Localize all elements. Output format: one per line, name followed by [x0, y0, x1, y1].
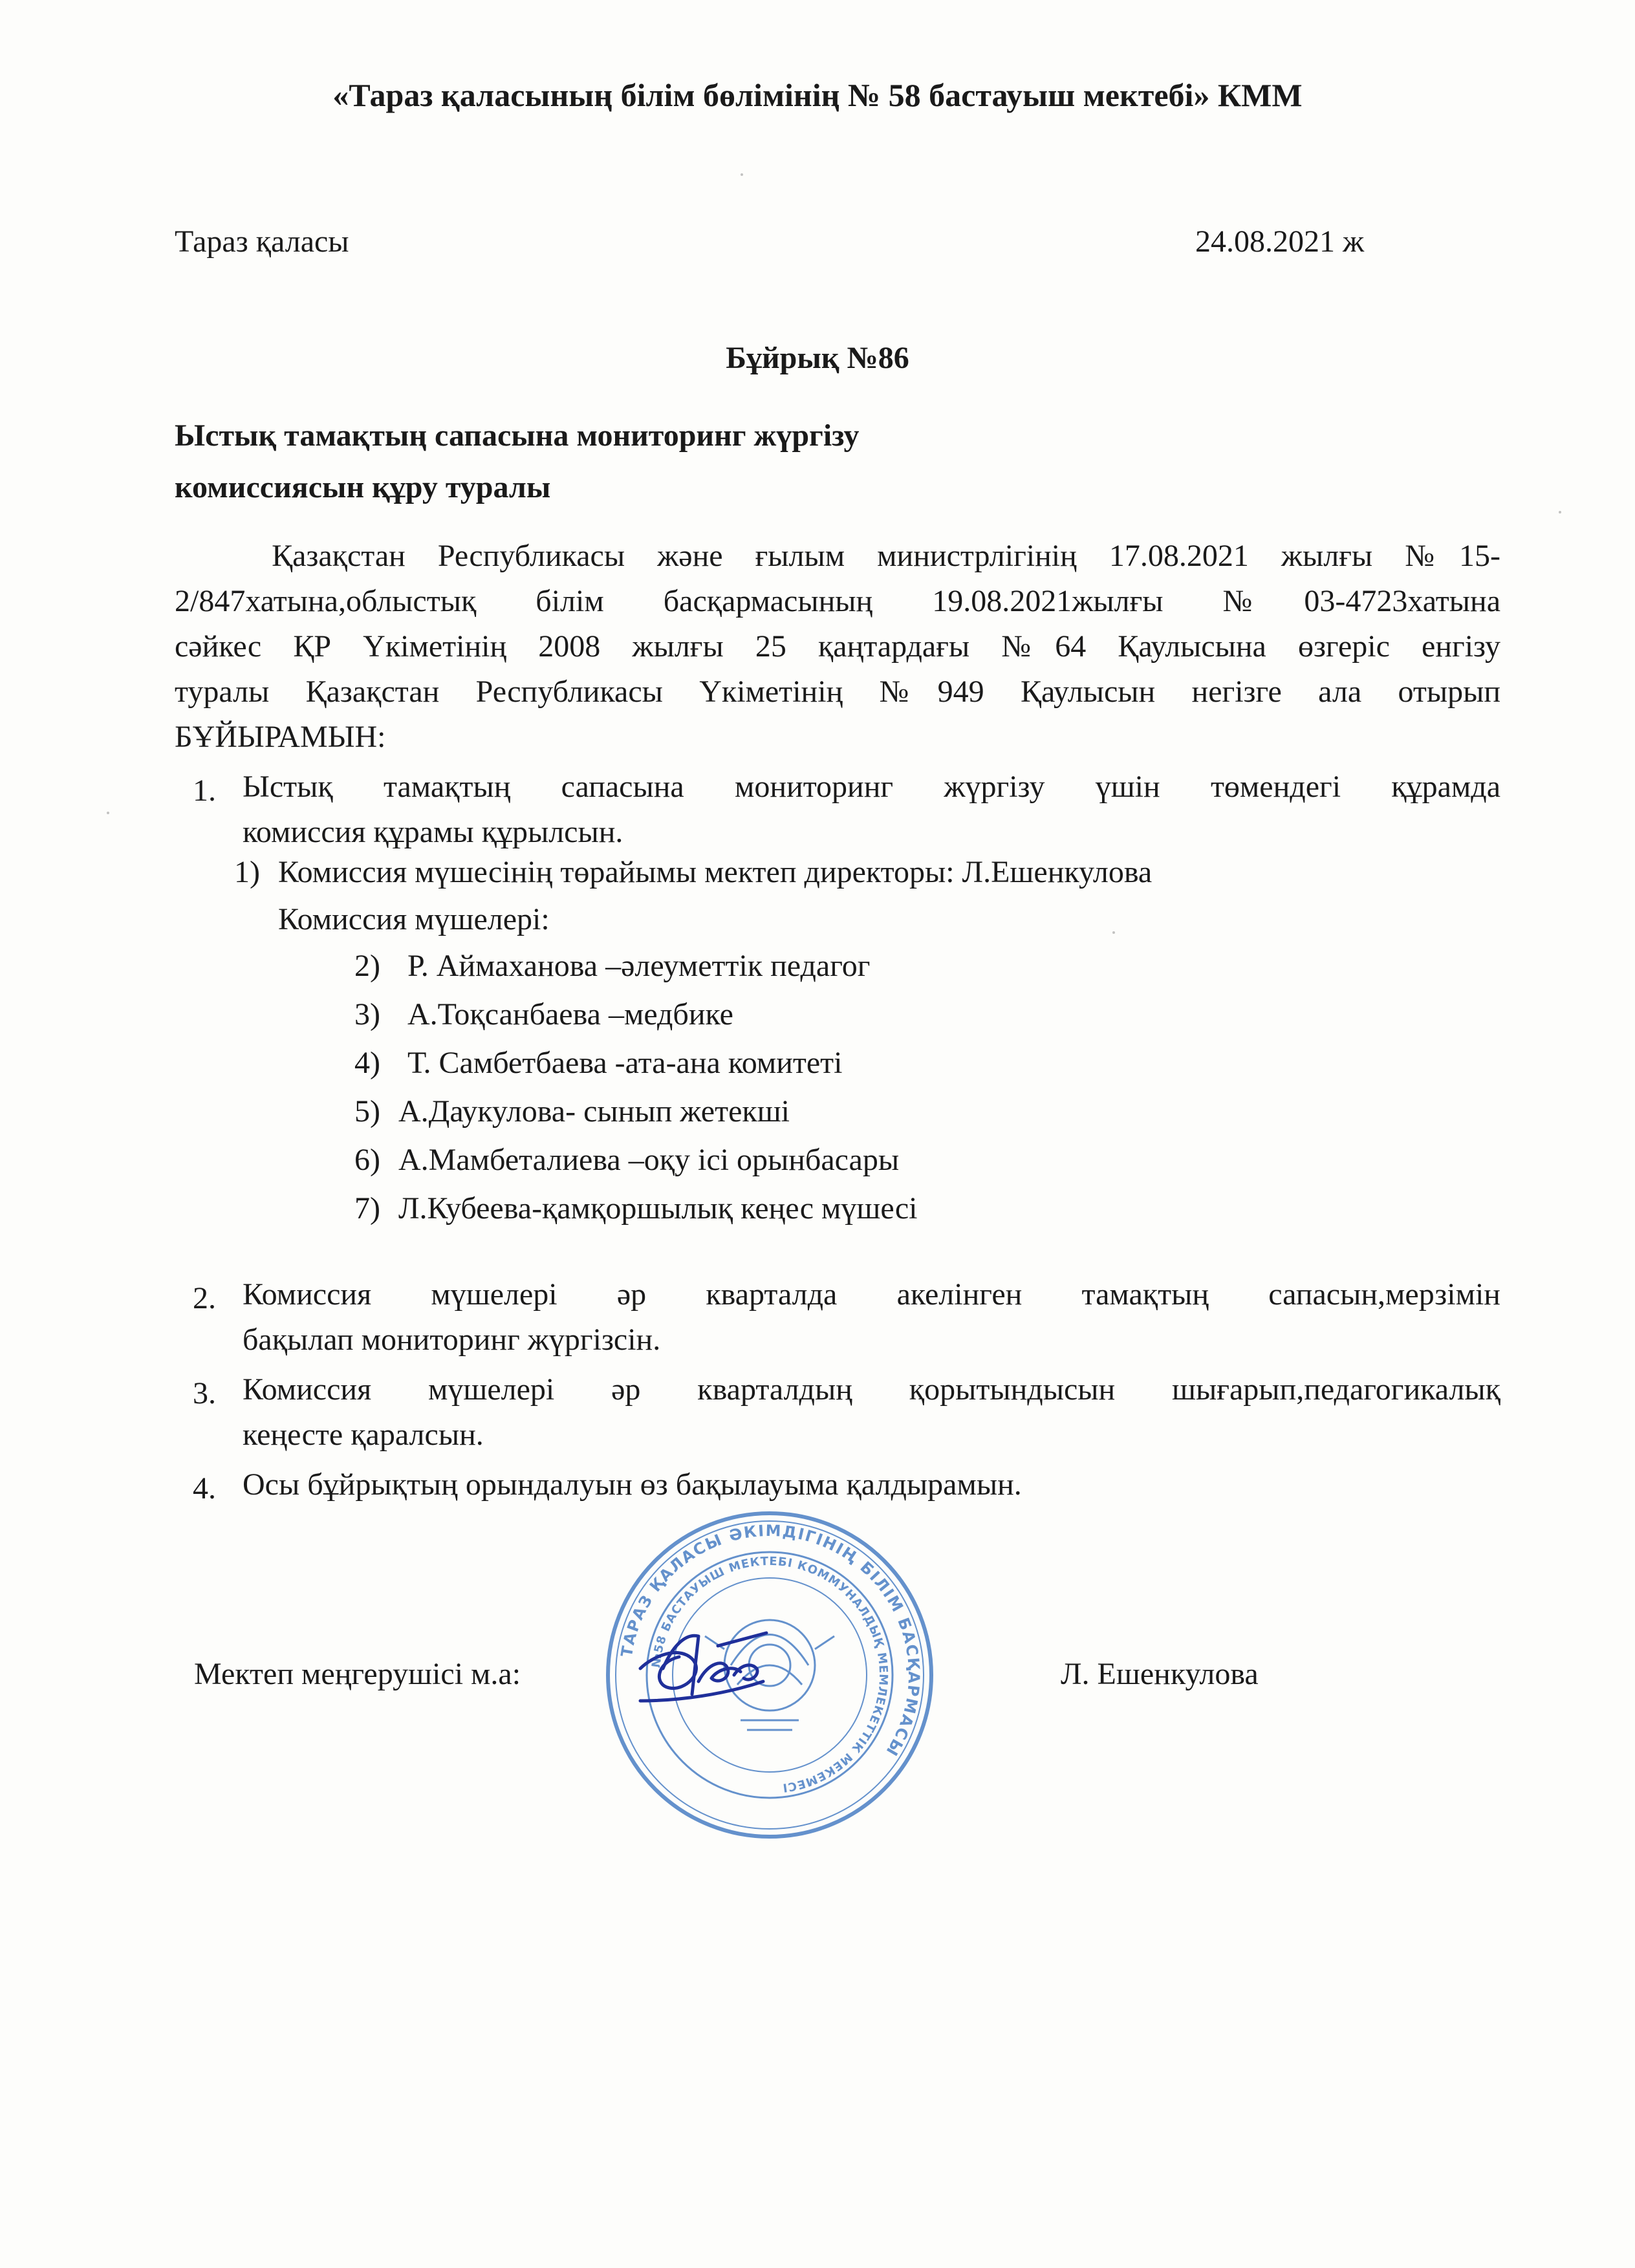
list-item-line: кеңесте қаралсын.	[243, 1418, 484, 1452]
member-number: 6)	[354, 1143, 380, 1177]
list-item-line: Комиссия мүшелері әр кварталдың қорытындысын шығарып,педагогикалық	[243, 1372, 1500, 1407]
intro-line: БҰЙЫРАМЫН:	[175, 720, 386, 754]
member-text: А.Даукулова- сынып жетекші	[398, 1094, 790, 1129]
member-text: А.Мамбеталиева –оқу ісі орынбасары	[398, 1143, 900, 1177]
member-number: 4)	[354, 1046, 380, 1080]
list-item-text	[243, 1367, 1500, 1458]
member-number: 2)	[354, 949, 380, 983]
stamp-outer-text: ТАРАЗ ҚАЛАСЫ ӘКІМДІГІНІҢ БІЛІМ БАСҚАРМАСЫ	[617, 1521, 924, 1760]
chair-text: Комиссия мүшесінің төрайымы мектеп директоры: Л.Ешенкулова	[278, 855, 1153, 889]
order-subject-line-2: комиссиясын құру туралы	[175, 470, 551, 504]
member-text: Т. Самбетбаева -ата-ана комитеті	[407, 1046, 843, 1080]
list-item-text	[243, 1272, 1500, 1363]
document-date: 24.08.2021 ж	[1195, 224, 1365, 259]
list-number: 1.	[193, 773, 216, 808]
members-label: Комиссия мүшелері:	[278, 902, 550, 936]
list-item-text	[243, 764, 1500, 855]
scan-speck	[1112, 931, 1115, 934]
list-item-line: Комиссия мүшелері әр кварталда акелінген тамақтың сапасын,мерзімін	[243, 1277, 1500, 1312]
list-item-line: Ыстық тамақтың сапасына мониторинг жүргізу үшін төмендегі құрамда	[243, 770, 1500, 804]
list-number: 4.	[193, 1471, 216, 1506]
member-number: 7)	[354, 1191, 380, 1226]
scan-speck	[1559, 511, 1561, 513]
signature-role-label: Мектеп меңгерушісі м.а:	[194, 1657, 521, 1691]
member-text: Л.Кубеева-қамқоршылық кеңес мүшесі	[398, 1191, 918, 1226]
scan-speck	[741, 173, 743, 176]
official-stamp	[601, 1507, 938, 1843]
intro-line: 2/847хатына,облыстық білім басқармасының 19.08.2021жылғы №03-4723хатына	[175, 584, 1500, 618]
list-number: 3.	[193, 1376, 216, 1410]
list-item-line: Осы бұйрықтың орындалуын өз бақылауыма қалдырамын.	[243, 1467, 1022, 1502]
order-number: Бұйрық №86	[726, 341, 909, 375]
member-number: 3)	[354, 997, 380, 1031]
organization-title: «Тараз қаласының білім бөлімінің № 58 бастауыш мектебі» КММ	[332, 77, 1303, 113]
member-text: А.Тоқсанбаева –медбике	[407, 997, 733, 1031]
stamp-inner-text: №58 БАСТАУЫШ МЕКТЕБІ КОММУНАЛДЫҚ МЕМЛЕКЕТТІК МЕКЕМЕСІ	[649, 1554, 891, 1795]
stamp-inner-ring	[647, 1552, 893, 1798]
member-number: 5)	[354, 1094, 380, 1129]
intro-paragraph	[175, 534, 1500, 760]
member-text: Р. Аймаханова –әлеуметтік педагог	[407, 949, 871, 983]
scan-speck	[107, 812, 109, 814]
signer-name: Л. Ешенкулова	[1061, 1657, 1259, 1691]
list-item-text	[243, 1462, 1500, 1507]
intro-line: сәйкес ҚР Үкіметінің 2008 жылғы 25 қаңтардағы №64 Қаулысына өзгеріс енгізу	[175, 629, 1500, 664]
list-item-line: комиссия құрамы құрылсын.	[243, 815, 623, 849]
intro-line: туралы Қазақстан Республикасы Үкіметінің №949 Қаулысын негізге ала отырып	[175, 675, 1500, 709]
city-label: Тараз қаласы	[175, 224, 349, 259]
chair-number: 1)	[234, 855, 260, 889]
emblem-icon	[705, 1620, 834, 1730]
order-subject-line-1: Ыстық тамақтың сапасына мониторинг жүргізу	[175, 418, 860, 453]
list-number: 2.	[193, 1281, 216, 1315]
list-item-line: бақылап мониторинг жүргізсін.	[243, 1323, 661, 1357]
intro-line: Қазақстан Республикасы және ғылым министрлігінің 17.08.2021 жылғы №15-	[175, 539, 1500, 573]
